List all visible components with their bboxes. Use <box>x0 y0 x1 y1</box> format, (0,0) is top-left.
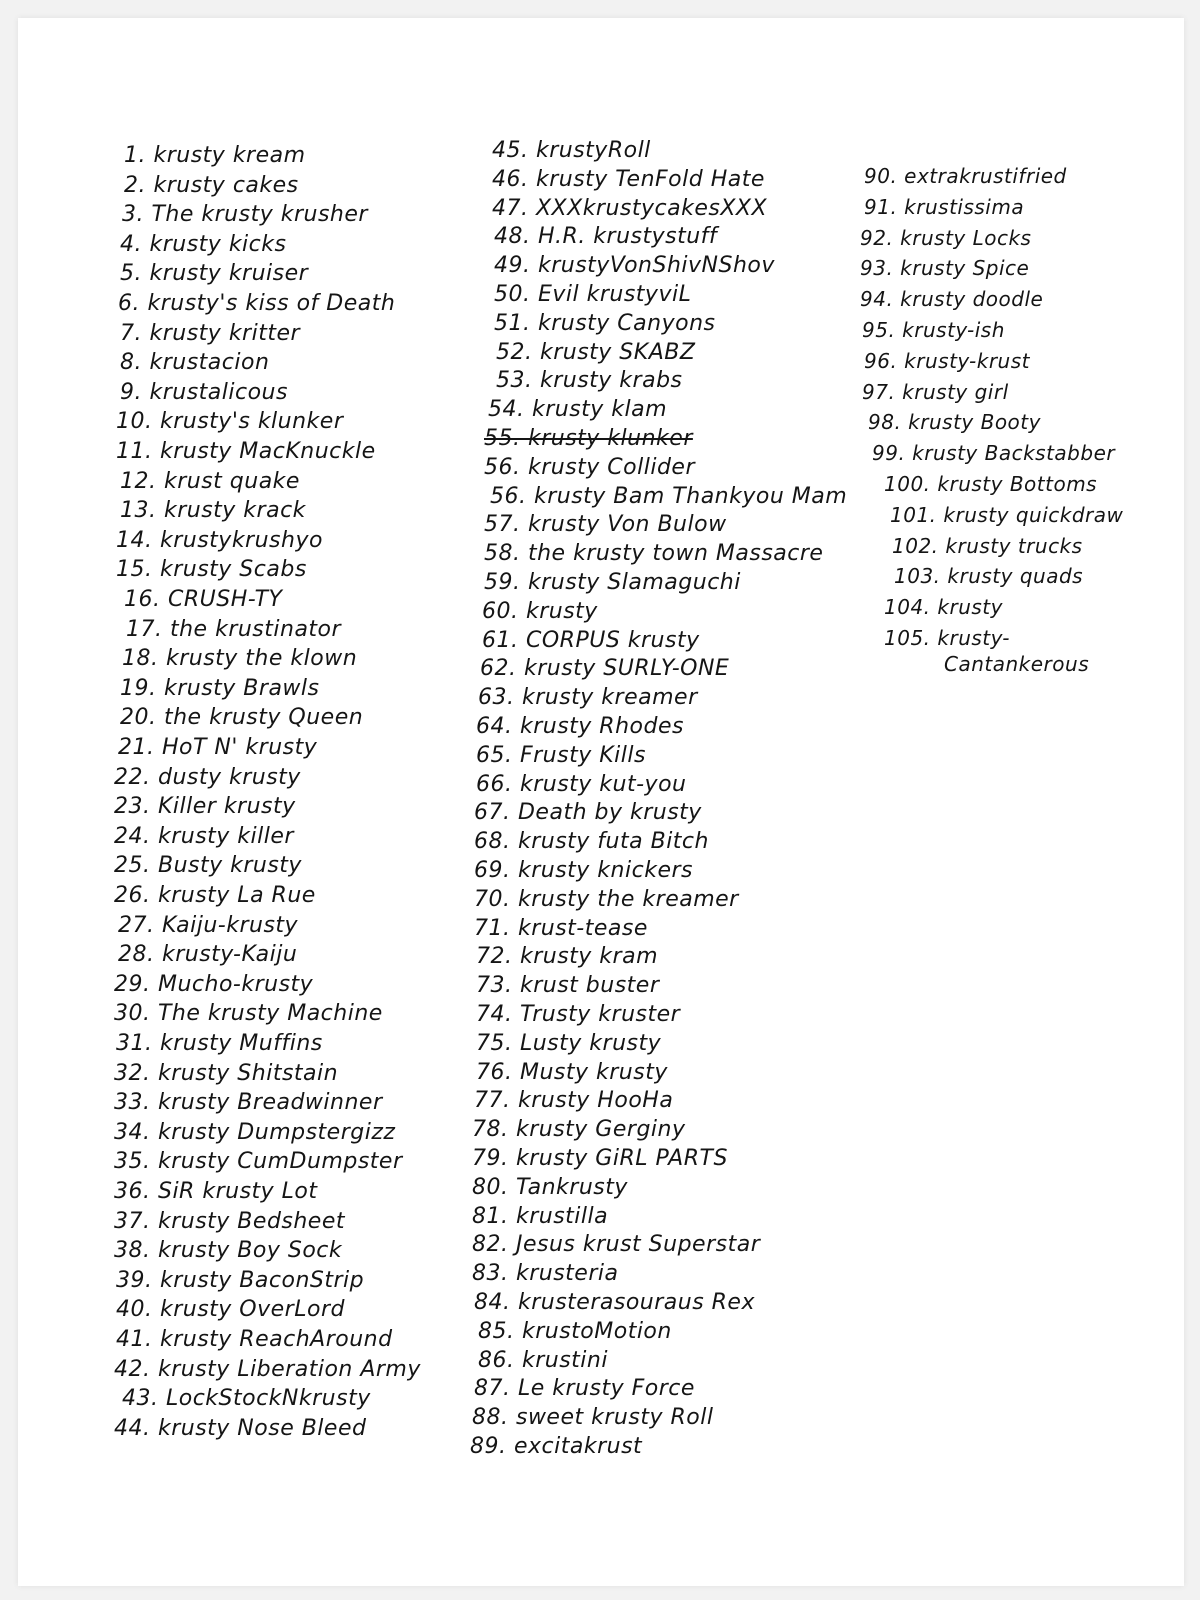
list-item: 81. krustilla <box>472 1203 609 1229</box>
list-item: 43. LockStockNkrusty <box>122 1386 371 1412</box>
list-item: 54. krusty klam <box>488 397 668 423</box>
list-item: 22. dusty krusty <box>114 764 301 790</box>
list-item: 13. krusty krack <box>120 498 306 524</box>
list-item: 83. krusteria <box>472 1261 619 1287</box>
list-item: 70. krusty the kreamer <box>474 886 739 912</box>
list-item: 38. krusty Boy Sock <box>114 1238 343 1264</box>
list-item: 99. krusty Backstabber <box>872 441 1116 466</box>
list-item: 68. krusty futa Bitch <box>474 829 709 855</box>
list-item: 82. Jesus krust Superstar <box>472 1232 761 1258</box>
list-item: 71. krust-tease <box>474 915 648 941</box>
handwritten-list-page <box>18 18 1184 1586</box>
list-item: 53. krusty krabs <box>496 368 683 394</box>
list-item: 56. krusty Bam Thankyou Mam <box>490 483 848 509</box>
list-item: 91. krustissima <box>864 194 1025 219</box>
list-item: 94. krusty doodle <box>860 287 1044 312</box>
list-item: 50. Evil krustyviL <box>494 282 692 307</box>
list-item: 47. XXXkrustycakesXXX <box>492 195 768 221</box>
list-item: 7. krusty kritter <box>120 320 301 346</box>
list-item: 80. Tankrusty <box>472 1174 628 1200</box>
list-item: 17. the krustinator <box>126 616 342 642</box>
list-item: 11. krusty MacKnuckle <box>116 439 376 464</box>
list-item: 103. krusty quads <box>894 564 1084 589</box>
list-item: 52. krusty SKABZ <box>496 339 696 365</box>
list-item: 9. krustalicous <box>120 379 288 405</box>
list-item: 72. krusty kram <box>476 944 659 970</box>
list-item: 57. krusty Von Bulow <box>484 512 727 538</box>
list-item: 2. krusty cakes <box>124 172 299 198</box>
list-item: 24. krusty killer <box>114 823 294 849</box>
list-item: 75. Lusty krusty <box>476 1030 662 1056</box>
list-item: 35. krusty CumDumpster <box>114 1149 403 1175</box>
list-item: 98. krusty Booty <box>868 410 1041 435</box>
list-item: 31. krusty Muffins <box>116 1031 323 1056</box>
list-item: 69. krusty knickers <box>474 858 693 883</box>
list-item: 4. krusty kicks <box>120 231 287 257</box>
list-item: 84. krusterasouraus Rex <box>474 1290 755 1315</box>
list-item: 1. krusty kream <box>124 143 306 168</box>
list-item: 101. krusty quickdraw <box>890 502 1124 527</box>
list-item: Cantankerous <box>944 652 1090 676</box>
list-item: 36. SiR krusty Lot <box>114 1179 318 1204</box>
list-item: 8. krustacion <box>120 350 270 376</box>
list-item: 92. krusty Locks <box>860 225 1032 250</box>
list-item: 37. krusty Bedsheet <box>114 1208 346 1234</box>
list-item: 21. HoT N' krusty <box>118 735 318 760</box>
list-item: 102. krusty trucks <box>892 533 1083 558</box>
list-item: 56. krusty Collider <box>484 454 696 480</box>
list-item: 104. krusty <box>884 595 1003 620</box>
list-item: 28. krusty-Kaiju <box>118 942 298 968</box>
list-item: 97. krusty girl <box>862 379 1009 404</box>
list-item: 60. krusty <box>482 598 598 624</box>
list-item: 63. krusty kreamer <box>478 685 698 711</box>
list-item: 10. krusty's klunker <box>116 409 344 435</box>
list-item: 44. krusty Nose Bleed <box>114 1415 367 1441</box>
list-item: 20. the krusty Queen <box>120 705 364 731</box>
list-item: 3. The krusty krusher <box>122 202 368 228</box>
list-item: 46. krusty TenFold Hate <box>492 166 765 192</box>
list-item: 61. CORPUS krusty <box>482 627 700 653</box>
list-item: 49. krustyVonShivNShov <box>494 253 775 279</box>
list-item: 89. excitakrust <box>470 1434 643 1459</box>
list-item: 5. krusty kruiser <box>120 261 309 287</box>
list-item: 96. krusty-krust <box>864 348 1030 373</box>
list-item: 30. The krusty Machine <box>114 1001 383 1027</box>
list-item: 77. krusty HooHa <box>474 1088 674 1114</box>
list-item: 78. krusty Gerginy <box>472 1117 686 1143</box>
list-item: 34. krusty Dumpstergizz <box>114 1119 396 1145</box>
list-item: 76. Musty krusty <box>476 1059 668 1085</box>
list-item: 33. krusty Breadwinner <box>114 1090 383 1116</box>
list-item: 105. krusty- <box>884 626 1010 650</box>
list-item: 25. Busty krusty <box>114 853 302 879</box>
list-item: 48. H.R. krustystuff <box>494 224 718 250</box>
list-item: 86. krustini <box>478 1347 608 1373</box>
list-item: 23. Killer krusty <box>114 794 296 820</box>
list-item: 74. Trusty kruster <box>476 1002 681 1027</box>
list-item: 95. krusty-ish <box>862 318 1005 342</box>
list-item: 66. krusty kut-you <box>476 771 687 797</box>
list-item: 14. krustykrushyo <box>116 527 323 553</box>
list-item: 15. krusty Scabs <box>116 557 307 583</box>
list-item: 100. krusty Bottoms <box>884 472 1098 496</box>
list-item: 26. krusty La Rue <box>114 883 316 908</box>
list-item: 42. krusty Liberation Army <box>114 1356 421 1382</box>
list-item: 41. krusty ReachAround <box>116 1327 393 1352</box>
list-item: 87. Le krusty Force <box>474 1376 695 1402</box>
list-item: 93. krusty Spice <box>860 256 1030 281</box>
list-item: 40. krusty OverLord <box>116 1297 345 1323</box>
list-item: 65. Frusty Kills <box>476 742 646 768</box>
list-item: 29. Mucho-krusty <box>114 971 314 997</box>
list-item: 90. extrakrustifried <box>864 164 1067 188</box>
list-item: 67. Death by krusty <box>474 800 702 826</box>
list-item: 19. krusty Brawls <box>120 675 320 701</box>
list-item: 79. krusty GiRL PARTS <box>472 1146 728 1171</box>
list-item: 55. krusty klunker <box>484 426 693 451</box>
list-item: 64. krusty Rhodes <box>476 714 684 739</box>
list-item: 6. krusty's kiss of Death <box>118 291 396 316</box>
list-item: 58. the krusty town Massacre <box>484 541 824 567</box>
list-item: 16. CRUSH-TY <box>124 587 283 612</box>
list-item: 45. krustyRoll <box>492 138 651 163</box>
list-item: 51. krusty Canyons <box>494 310 716 336</box>
list-item: 12. krust quake <box>120 468 300 494</box>
list-item: 73. krust buster <box>476 973 660 999</box>
list-item: 32. krusty Shitstain <box>114 1060 339 1086</box>
list-item: 27. Kaiju-krusty <box>118 912 299 938</box>
list-item: 85. krustoMotion <box>478 1318 672 1344</box>
list-item: 39. krusty BaconStrip <box>116 1267 365 1293</box>
list-item: 18. krusty the klown <box>122 646 358 672</box>
list-item: 59. krusty Slamaguchi <box>484 570 741 595</box>
list-item: 88. sweet krusty Roll <box>472 1405 714 1431</box>
list-item: 62. krusty SURLY-ONE <box>480 656 730 682</box>
